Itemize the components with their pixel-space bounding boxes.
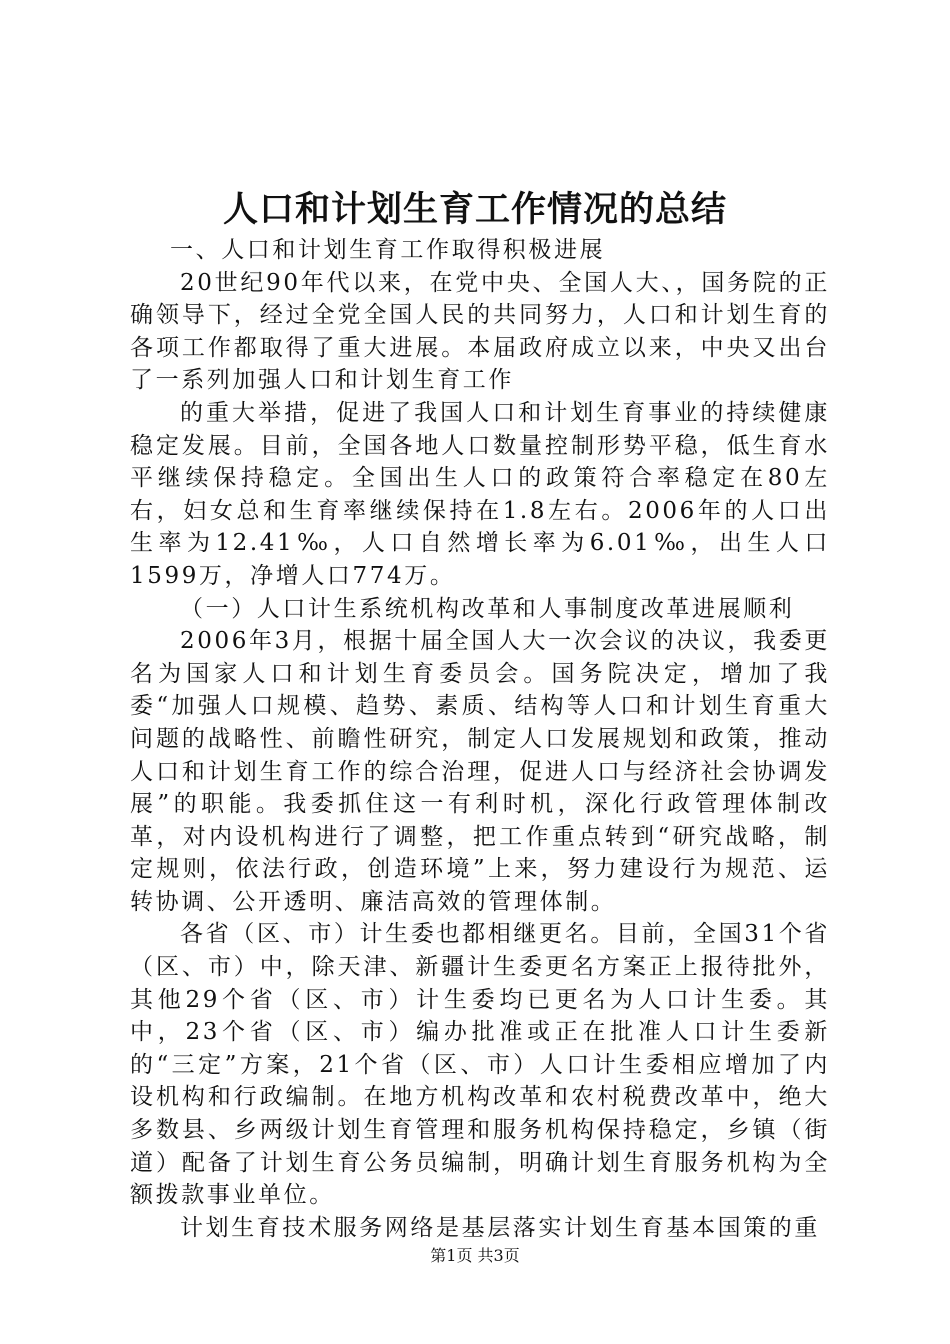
paragraph: 2006年3月，根据十届全国人大一次会议的决议，我委更名为国家人口和计划生育委员会。国务院决定，增加了我委“加强人口规模、趋势、素质、结构等人口和计划生育重大问题的战略性、前瞻性研究，制定人口发展规划和政策，推动人口和计划生育工作的综合治理，促进人口与经济社会协调发展”的职能。我委抓住这一有利时机，深化行政管理体制改革，对内设机构进行了调整，把工作重点转到“研究战略，制定规则，依法行政，创造环境”上来，努力建设行为规范、运转协调、公开透明、廉洁高效的管理体制。 [130,628,830,915]
document-title: 人口和计划生育工作情况的总结 [222,189,727,230]
paragraph: 20世纪90年代以来，在党中央、全国人大、，国务院的正确领导下，经过全党全国人民的共同努力，人口和计划生育的各项工作都取得了重大进展。本届政府成立以来，中央又出台了一系列加强人口和计划生育工作 [130,269,830,394]
page-number-footer: 第1页 共3页 [430,1246,520,1265]
paragraph: 的重大举措，促进了我国人口和计划生育事业的持续健康稳定发展。目前，全国各地人口数量控制形势平稳，低生育水平继续保持稳定。全国出生人口的政策符合率稳定在80左右，妇女总和生育率继续保持在1.8左右。2006年的人口出生率为12.41‰，人口自然增长率为6.01‰，出生人口1599万，净增人口774万。 [130,399,830,589]
section-heading: 一、人口和计划生育工作取得积极进展 [170,237,606,263]
subsection-heading: （一）人口计生系统机构改革和人事制度改革进展顺利 [180,595,795,622]
paragraph: 计划生育技术服务网络是基层落实计划生育基本国策的重 [180,1214,820,1241]
document-body [130,234,830,1244]
paragraph: 各省（区、市）计生委也都相继更名。目前，全国31个省（区、市）中，除天津、新疆计生委更名方案正上报待批外，其他29个省（区、市）计生委均已更名为人口计生委。其中，23个省（区、市）编办批准或正在批准人口计生委新的“三定”方案，21个省（区、市）人口计生委相应增加了内设机构和行政编制。在地方机构改革和农村税费改革中，绝大多数县、乡两级计划生育管理和服务机构保持稳定，乡镇（街道）配备了计划生育公务员编制，明确计划生育服务机构为全额拨款事业单位。 [130,921,830,1209]
